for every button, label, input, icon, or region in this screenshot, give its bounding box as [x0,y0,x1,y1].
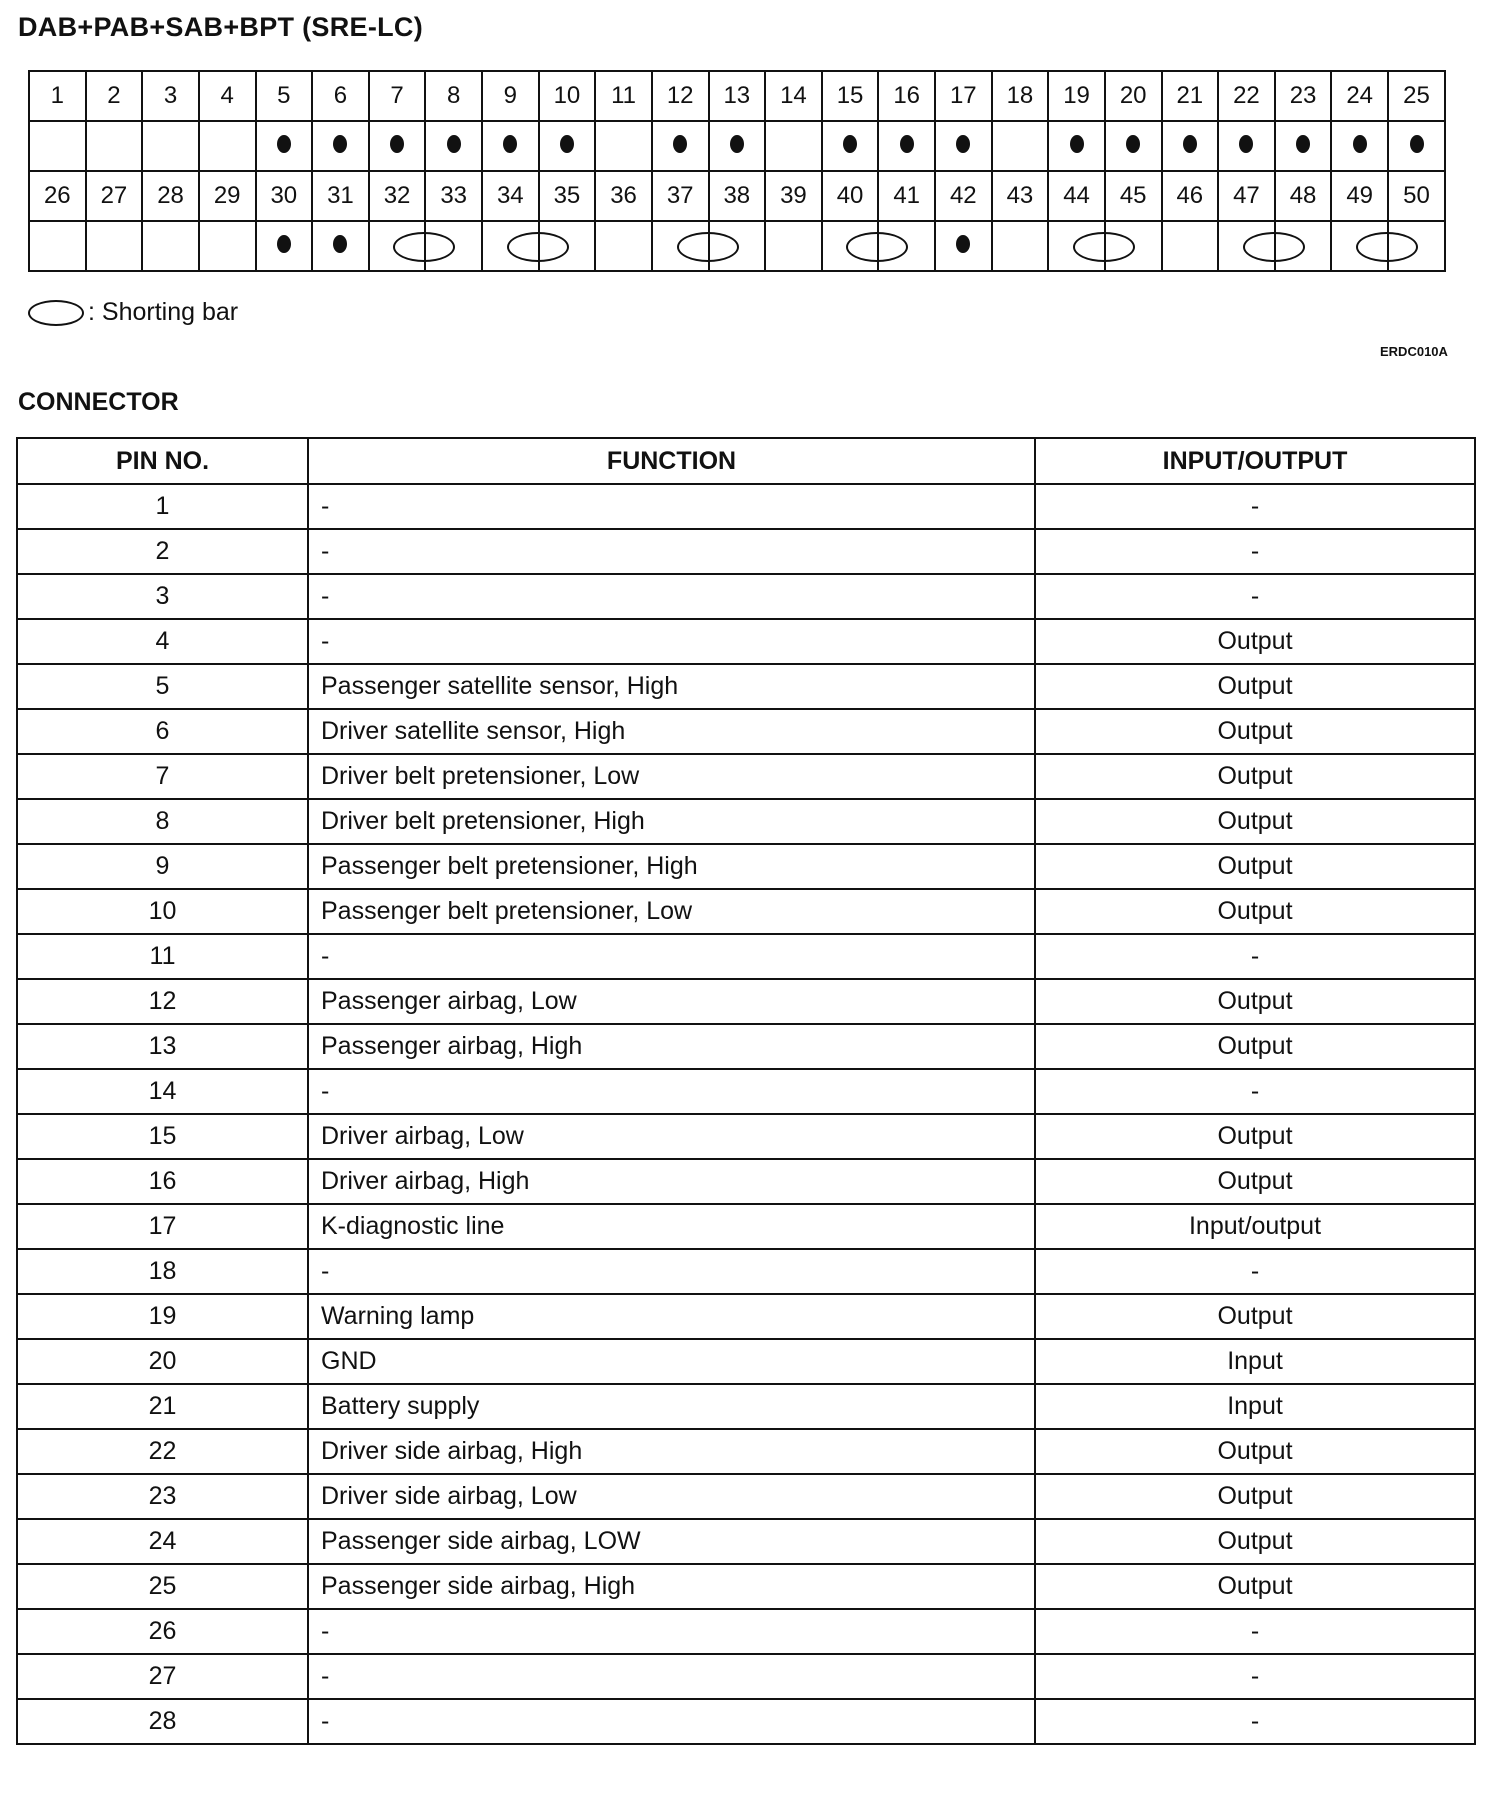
table-row [17,484,1475,529]
function-cell: Passenger satellite sensor, High [308,664,1035,709]
pin-no-cell: 13 [17,1024,308,1069]
pin-number: 6 [312,71,369,121]
pin-symbol-cell [369,221,426,271]
input-output-cell: - [1035,484,1475,529]
pin-symbol-cell [199,221,256,271]
input-output-cell: - [1035,934,1475,979]
connector-pin-diagram [28,70,1446,272]
function-cell: Driver side airbag, High [308,1429,1035,1474]
table-row [17,889,1475,934]
function-cell: Passenger airbag, High [308,1024,1035,1069]
function-cell: Driver belt pretensioner, High [308,799,1035,844]
connected-pin-dot-icon [503,135,517,153]
table-header-row [17,438,1475,484]
pin-symbol-cell [935,121,992,171]
pin-number: 38 [709,171,766,221]
pin-number: 9 [482,71,539,121]
pin-no-cell: 12 [17,979,308,1024]
pin-no-cell: 9 [17,844,308,889]
pin-symbol-cell [369,121,426,171]
pin-number: 25 [1388,71,1445,121]
pin-symbol-cell [312,221,369,271]
pin-no-cell: 28 [17,1699,308,1744]
input-output-cell: Output [1035,1294,1475,1339]
pin-no-cell: 23 [17,1474,308,1519]
function-cell: - [308,619,1035,664]
function-cell: GND [308,1339,1035,1384]
pin-symbol-cell [652,221,709,271]
pin-symbol-cell [482,221,539,271]
section-title: CONNECTOR [18,388,179,416]
table-row [17,574,1475,619]
connected-pin-dot-icon [1410,135,1424,153]
function-cell: Passenger side airbag, LOW [308,1519,1035,1564]
pin-symbol-cell [142,121,199,171]
connected-pin-dot-icon [1183,135,1197,153]
pin-function-table [16,437,1476,1745]
connected-pin-dot-icon [900,135,914,153]
pin-number: 49 [1331,171,1388,221]
table-row [17,1159,1475,1204]
pin-symbol-cell [1218,121,1275,171]
pin-number: 27 [86,171,143,221]
pin-symbol-cell [142,221,199,271]
function-cell: - [308,574,1035,619]
connected-pin-dot-icon [560,135,574,153]
input-output-cell: - [1035,1699,1475,1744]
connected-pin-dot-icon [956,135,970,153]
table-row [17,1024,1475,1069]
function-cell: - [308,1249,1035,1294]
table-row [17,1609,1475,1654]
shorting-bar-icon [1356,232,1418,262]
pin-number: 11 [595,71,652,121]
pin-symbol-row [29,121,1445,171]
pin-no-cell: 6 [17,709,308,754]
input-output-cell: - [1035,1654,1475,1699]
pin-symbol-cell [595,221,652,271]
legend [28,298,238,327]
shorting-bar-icon [507,232,569,262]
pin-number: 8 [425,71,482,121]
input-output-cell: Output [1035,979,1475,1024]
pin-no-cell: 5 [17,664,308,709]
pin-symbol-cell [312,121,369,171]
input-output-cell: Output [1035,1474,1475,1519]
pin-no-cell: 3 [17,574,308,619]
pin-number-row [29,71,1445,121]
table-row [17,709,1475,754]
function-cell: K-diagnostic line [308,1204,1035,1249]
pin-no-cell: 22 [17,1429,308,1474]
connected-pin-dot-icon [277,235,291,253]
pin-symbol-cell [992,121,1049,171]
pin-no-cell: 26 [17,1609,308,1654]
pin-number: 7 [369,71,426,121]
pin-number: 14 [765,71,822,121]
function-cell: - [308,1069,1035,1114]
table-row [17,664,1475,709]
table-row [17,529,1475,574]
pin-number: 21 [1162,71,1219,121]
page-title: DAB+PAB+SAB+BPT (SRE-LC) [18,12,423,42]
table-row [17,1519,1475,1564]
connected-pin-dot-icon [1353,135,1367,153]
pin-number: 16 [878,71,935,121]
pin-no-cell: 2 [17,529,308,574]
shorting-bar-icon [846,232,908,262]
pin-symbol-cell [199,121,256,171]
function-cell: Driver satellite sensor, High [308,709,1035,754]
table-row [17,1384,1475,1429]
pin-symbol-cell [256,121,313,171]
function-cell: Driver airbag, Low [308,1114,1035,1159]
connected-pin-dot-icon [956,235,970,253]
pin-symbol-cell [1388,121,1445,171]
pin-symbol-cell [256,221,313,271]
pin-no-cell: 24 [17,1519,308,1564]
pin-number: 41 [878,171,935,221]
pin-symbol-cell [1162,121,1219,171]
pin-symbol-cell [878,121,935,171]
function-cell: - [308,484,1035,529]
pin-symbol-cell [425,121,482,171]
pin-symbol-cell [1105,121,1162,171]
pin-no-cell: 4 [17,619,308,664]
pin-no-cell: 8 [17,799,308,844]
table-row [17,1699,1475,1744]
pin-symbol-cell [1331,221,1388,271]
shorting-bar-icon [393,232,455,262]
pin-symbol-cell [992,221,1049,271]
table-row [17,934,1475,979]
pin-number: 35 [539,171,596,221]
connected-pin-dot-icon [1126,135,1140,153]
input-output-cell: Output [1035,619,1475,664]
function-cell: Driver airbag, High [308,1159,1035,1204]
pin-no-cell: 20 [17,1339,308,1384]
pin-number: 2 [86,71,143,121]
pin-number: 1 [29,71,86,121]
pin-number: 3 [142,71,199,121]
input-output-cell: - [1035,529,1475,574]
pin-number: 36 [595,171,652,221]
input-output-cell: - [1035,1609,1475,1654]
pin-no-cell: 14 [17,1069,308,1114]
pin-symbol-cell [709,121,766,171]
table-row [17,1654,1475,1699]
table-row [17,1069,1475,1114]
pin-number: 28 [142,171,199,221]
pin-number: 45 [1105,171,1162,221]
pin-symbol-cell [482,121,539,171]
pin-symbol-cell [86,121,143,171]
input-output-cell: Output [1035,1024,1475,1069]
connected-pin-dot-icon [1296,135,1310,153]
pin-number: 19 [1048,71,1105,121]
connected-pin-dot-icon [390,135,404,153]
function-cell: - [308,1609,1035,1654]
function-cell: Driver belt pretensioner, Low [308,754,1035,799]
pin-number-row [29,171,1445,221]
pin-number: 44 [1048,171,1105,221]
pin-no-cell: 16 [17,1159,308,1204]
pin-number: 30 [256,171,313,221]
pin-number: 34 [482,171,539,221]
input-output-cell: - [1035,574,1475,619]
function-cell: - [308,529,1035,574]
pin-number: 42 [935,171,992,221]
connected-pin-dot-icon [333,135,347,153]
table-row [17,1204,1475,1249]
pin-no-cell: 18 [17,1249,308,1294]
table-row [17,799,1475,844]
pin-number: 46 [1162,171,1219,221]
pin-no-cell: 17 [17,1204,308,1249]
pin-symbol-cell [822,221,879,271]
pin-number: 43 [992,171,1049,221]
input-output-cell: Output [1035,799,1475,844]
pin-no-cell: 27 [17,1654,308,1699]
table-row [17,1429,1475,1474]
header-input-output: INPUT/OUTPUT [1035,438,1475,484]
pin-number: 47 [1218,171,1275,221]
pin-number: 17 [935,71,992,121]
connected-pin-dot-icon [673,135,687,153]
function-cell: Passenger belt pretensioner, High [308,844,1035,889]
header-function: FUNCTION [308,438,1035,484]
connected-pin-dot-icon [730,135,744,153]
pin-symbol-cell [765,121,822,171]
pin-number: 29 [199,171,256,221]
pin-no-cell: 7 [17,754,308,799]
input-output-cell: Input/output [1035,1204,1475,1249]
pin-no-cell: 19 [17,1294,308,1339]
pin-symbol-cell [1331,121,1388,171]
table-row [17,1294,1475,1339]
connected-pin-dot-icon [1239,135,1253,153]
pin-no-cell: 25 [17,1564,308,1609]
pin-number: 18 [992,71,1049,121]
pin-symbol-cell [1048,221,1105,271]
input-output-cell: Output [1035,1564,1475,1609]
pin-symbol-cell [1218,221,1275,271]
shorting-bar-icon [28,300,84,326]
function-cell: - [308,1654,1035,1699]
table-row [17,844,1475,889]
shorting-bar-icon [1073,232,1135,262]
function-cell: - [308,1699,1035,1744]
pin-no-cell: 10 [17,889,308,934]
input-output-cell: Output [1035,844,1475,889]
function-cell: Battery supply [308,1384,1035,1429]
table-row [17,754,1475,799]
input-output-cell: - [1035,1249,1475,1294]
connected-pin-dot-icon [277,135,291,153]
connected-pin-dot-icon [1070,135,1084,153]
pin-symbol-cell [539,121,596,171]
pin-number: 15 [822,71,879,121]
input-output-cell: Output [1035,1519,1475,1564]
pin-number: 4 [199,71,256,121]
pin-symbol-row [29,221,1445,271]
connected-pin-dot-icon [843,135,857,153]
function-cell: Passenger belt pretensioner, Low [308,889,1035,934]
figure-code: ERDC010A [1380,344,1448,359]
input-output-cell: - [1035,1069,1475,1114]
pin-number: 5 [256,71,313,121]
function-cell: Driver side airbag, Low [308,1474,1035,1519]
legend-label: : Shorting bar [88,298,239,326]
pin-number: 37 [652,171,709,221]
function-cell: Passenger airbag, Low [308,979,1035,1024]
table-row [17,1474,1475,1519]
pin-no-cell: 21 [17,1384,308,1429]
input-output-cell: Output [1035,664,1475,709]
pin-number: 12 [652,71,709,121]
input-output-cell: Output [1035,709,1475,754]
pin-number: 32 [369,171,426,221]
pin-no-cell: 11 [17,934,308,979]
pin-number: 24 [1331,71,1388,121]
pin-symbol-cell [1048,121,1105,171]
pin-no-cell: 1 [17,484,308,529]
pin-symbol-cell [1275,121,1332,171]
shorting-bar-icon [677,232,739,262]
pin-number: 20 [1105,71,1162,121]
input-output-cell: Output [1035,754,1475,799]
pin-number: 31 [312,171,369,221]
pin-number: 13 [709,71,766,121]
input-output-cell: Output [1035,1159,1475,1204]
pin-number: 26 [29,171,86,221]
connected-pin-dot-icon [333,235,347,253]
connected-pin-dot-icon [447,135,461,153]
input-output-cell: Output [1035,1429,1475,1474]
pin-symbol-cell [822,121,879,171]
input-output-cell: Output [1035,889,1475,934]
pin-number: 10 [539,71,596,121]
pin-number: 39 [765,171,822,221]
pin-symbol-cell [935,221,992,271]
pin-number: 50 [1388,171,1445,221]
header-pin-no: PIN NO. [17,438,308,484]
pin-symbol-cell [86,221,143,271]
pin-symbol-cell [29,221,86,271]
shorting-bar-icon [1243,232,1305,262]
input-output-cell: Input [1035,1339,1475,1384]
input-output-cell: Input [1035,1384,1475,1429]
pin-symbol-cell [1162,221,1219,271]
function-cell: Warning lamp [308,1294,1035,1339]
pin-number: 40 [822,171,879,221]
table-row [17,1114,1475,1159]
table-row [17,1339,1475,1384]
table-row [17,1249,1475,1294]
pin-number: 22 [1218,71,1275,121]
pin-number: 23 [1275,71,1332,121]
function-cell: - [308,934,1035,979]
pin-symbol-cell [652,121,709,171]
pin-no-cell: 15 [17,1114,308,1159]
table-row [17,619,1475,664]
pin-symbol-cell [595,121,652,171]
pin-symbol-cell [29,121,86,171]
pin-number: 48 [1275,171,1332,221]
table-row [17,1564,1475,1609]
table-row [17,979,1475,1024]
function-cell: Passenger side airbag, High [308,1564,1035,1609]
input-output-cell: Output [1035,1114,1475,1159]
pin-number: 33 [425,171,482,221]
pin-symbol-cell [765,221,822,271]
